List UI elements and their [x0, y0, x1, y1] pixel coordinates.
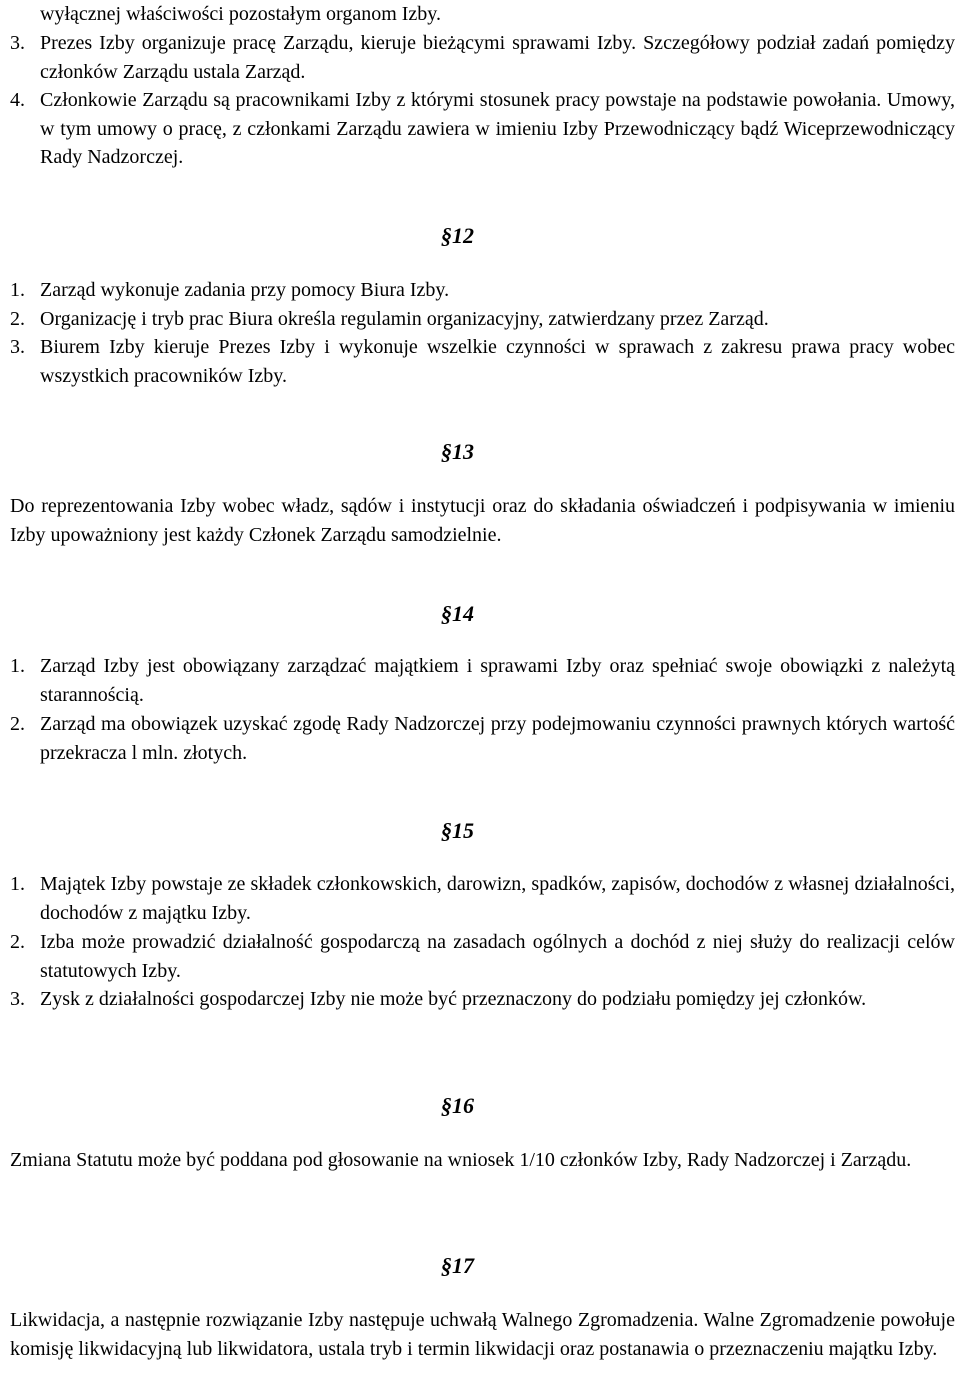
section-number: 13 — [452, 439, 474, 464]
item-number: 2. — [10, 308, 25, 330]
list-item — [10, 870, 955, 927]
item-text: Członkowie Zarządu są pracownikami Izby z którymi stosunek pracy powstaje na podstawie powołania. Umowy, w tym umowy o pracę, z członkami Zarządu zawiera w imieniu Izby Przewodniczący bądź Wiceprzewodniczący Rady Nadzorczej. — [40, 89, 955, 168]
item-number: 2. — [10, 931, 25, 953]
list-item — [10, 710, 955, 767]
section-paragraph: Do reprezentowania Izby wobec władz, sądów i instytucji oraz do składania oświadczeń i podpisywania w imieniu Izby upoważniony jest każdy Członek Zarządu samodzielnie. — [10, 495, 955, 546]
section-number: 15 — [452, 818, 474, 843]
section-heading: §14 — [441, 601, 474, 626]
section-number: 14 — [452, 601, 474, 626]
item-text: Prezes Izby organizuje pracę Zarządu, kieruje bieżącymi sprawami Izby. Szczegółowy podział zadań pomiędzy członków Zarządu ustala Zarząd. — [40, 32, 955, 83]
section-heading: §12 — [441, 223, 474, 248]
item-text: Zarząd wykonuje zadania przy pomocy Biura Izby. — [40, 279, 450, 301]
list-item — [10, 276, 955, 305]
list-item — [10, 305, 955, 334]
item-number: 4. — [10, 89, 25, 111]
item-text: Organizację i tryb prac Biura określa regulamin organizacyjny, zatwierdzany przez Zarząd. — [40, 308, 769, 330]
item-text: Majątek Izby powstaje ze składek członkowskich, darowizn, spadków, zapisów, dochodów z własnej działalności, dochodów z majątku Izby. — [40, 873, 955, 924]
section-paragraph: Zmiana Statutu może być poddana pod głosowanie na wniosek 1/10 członków Izby, Rady Nadzorczej i Zarządu. — [10, 1149, 912, 1171]
item-number: 2. — [10, 713, 25, 735]
list-item — [10, 985, 955, 1014]
item-number: 1. — [10, 279, 25, 301]
item-number: 3. — [10, 988, 25, 1010]
item-text: Zysk z działalności gospodarczej Izby nie może być przeznaczony do podziału pomiędzy jej członków. — [40, 988, 867, 1010]
section-number: 16 — [452, 1093, 474, 1118]
list-item — [10, 29, 955, 86]
section-heading: §15 — [441, 818, 474, 843]
section-heading: §17 — [441, 1253, 474, 1278]
section-heading: §16 — [441, 1093, 474, 1118]
section-number: 12 — [452, 223, 474, 248]
item-text: Zarząd ma obowiązek uzyskać zgodę Rady Nadzorczej przy podejmowaniu czynności prawnych których wartość przekracza l mln. złotych. — [40, 713, 955, 764]
section-number: 17 — [452, 1253, 474, 1278]
item-number: 1. — [10, 655, 25, 677]
item-text: Biurem Izby kieruje Prezes Izby i wykonuje wszelkie czynności w sprawach z zakresu prawa pracy wobec wszystkich pracowników Izby. — [40, 336, 955, 387]
item-number: 3. — [10, 336, 25, 358]
continuation-text: wyłącznej właściwości pozostałym organom Izby. — [40, 3, 441, 25]
list-item — [10, 333, 955, 390]
item-text: Zarząd Izby jest obowiązany zarządzać majątkiem i sprawami Izby oraz spełniać swoje obowiązki z należytą starannością. — [40, 655, 955, 706]
list-item — [10, 86, 955, 172]
item-number: 3. — [10, 32, 25, 54]
section-paragraph: Likwidacja, a następnie rozwiązanie Izby następuje uchwałą Walnego Zgromadzenia. Walne Zgromadzenie powołuje komisję likwidacyjną lub likwidatora, ustala tryb i termin likwidacji oraz postanawia o przeznaczeniu majątku Izby. — [10, 1309, 955, 1360]
list-item — [10, 652, 955, 709]
list-item — [10, 928, 955, 985]
item-text: Izba może prowadzić działalność gospodarczą na zasadach ogólnych a dochód z niej służy do realizacji celów statutowych Izby. — [40, 931, 955, 982]
item-number: 1. — [10, 873, 25, 895]
section-heading: §13 — [441, 439, 474, 464]
